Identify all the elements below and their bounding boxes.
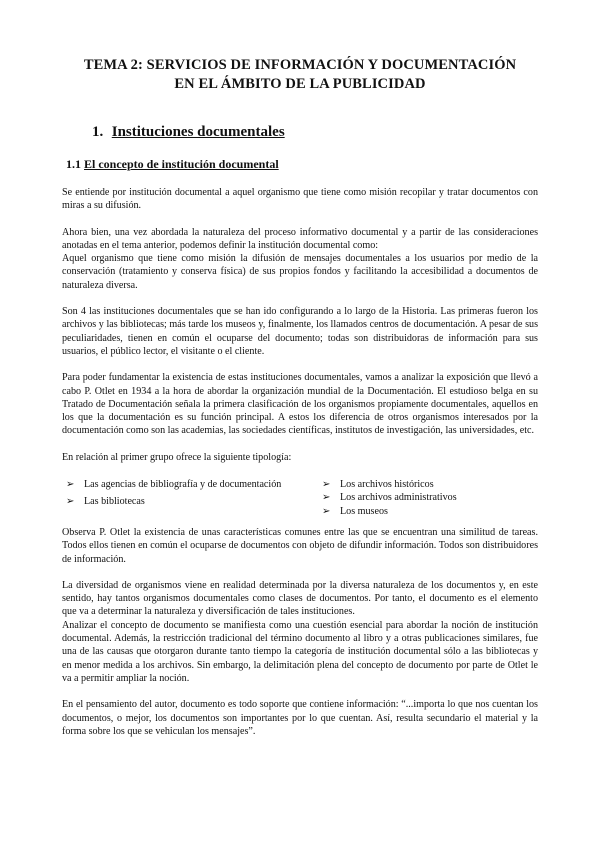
- document-title: [62, 56, 538, 94]
- paragraph-4: Para poder fundamentar la existencia de estas instituciones documentales, vamos a analizar la exposición que llevó a cabo P. Otlet en 1934 a la hora de abordar la organización mundial de la Documentación. El estudioso belga en su Tratado de Documentación señala la primera clasificación de los organismos propiamente documentales, aquellos en los que la documentación es su función principal. A estos los diferencia de otros organismos interesados por la documentación como son las academias, las sociedades científicas, institutos de investigación, las universidades, etc.: [62, 372, 538, 437]
- paragraph-1: Se entiende por institución documental a aquel organismo que tiene como misión recopilar y tratar documentos con miras a su difusión.: [62, 187, 538, 212]
- paragraph-8: En el pensamiento del autor, documento es todo soporte que contiene información: “...importa lo que nos cuentan los documentos, o mejor, los documentos son importantes por lo que cuentan. Así, resulta secundario el material y la forma sobre los que se vehiculan los mensajes”.: [62, 699, 538, 737]
- typology-list: [66, 478, 538, 518]
- paragraph-7a: La diversidad de organismos viene en realidad determinada por la diversa naturaleza de los documentos y, en este sentido, hay tantos organismos documentales como clases de documentos. Por tanto, el documento es el elemento que va a determinar la naturaleza y diversificación de tales instituciones.: [62, 579, 538, 618]
- subsection-heading: [66, 157, 538, 172]
- paragraph-3: Son 4 las instituciones documentales que se han ido configurando a lo largo de la Historia. Las primeras fueron los archivos y las bibliotecas; más tarde los museos y, finalmente, los llamados centros de documentación. A pesar de sus peculiaridades, tienen en común el ocuparse del documento; todas son distribuidoras de información para sus usuarios, el público lector, el visitante o el cliente.: [62, 306, 538, 357]
- list-item: ➢ Los archivos históricos: [322, 479, 434, 491]
- subsection-number: 1.1: [66, 157, 81, 171]
- paragraph-6: Observa P. Otlet la existencia de unas características comunes entre las que se encuentran una similitud de tareas. Todos ellos tienen en común el ocuparse de documentos con objeto de difundir información. Todos son distribuidores de información.: [62, 526, 538, 565]
- typology-list-left: [66, 478, 322, 518]
- paragraph-2a: Ahora bien, una vez abordada la naturaleza del proceso informativo documental y a partir de las consideraciones anotadas en el tema anterior, podemos definir la institución documental como:: [62, 226, 538, 251]
- typology-list-right: [322, 478, 532, 518]
- arrow-bullet-icon: ➢: [66, 496, 75, 508]
- title-line-1: TEMA 2: SERVICIOS DE INFORMACIÓN Y DOCUMENTACIÓN: [83, 57, 517, 73]
- arrow-bullet-icon: ➢: [66, 479, 75, 491]
- list-item: ➢ Los museos: [322, 505, 388, 517]
- title-line-2: EN EL ÁMBITO DE LA PUBLICIDAD: [174, 76, 426, 92]
- subsection-title: El concepto de institución documental: [84, 157, 279, 171]
- paragraph-7b: Analizar el concepto de documento se manifiesta como una cuestión esencial para abordar la noción de institución documental. Además, la restricción tradicional del término documento al libro y a otras publicaciones similares, fue una de las causas que otorgaron durante tanto tiempo la categoría de institución documental sólo a las bibliotecas y en menor medida a los archivos. Sin embargo, la delimitación plena del concepto de documento por parte de Otlet le va a permitir ampliar la noción.: [62, 619, 538, 684]
- paragraph-5: En relación al primer grupo ofrece la siguiente tipología:: [62, 451, 292, 463]
- list-item: ➢ Las agencias de bibliografía y de documentación: [66, 479, 282, 491]
- section-title: Instituciones documentales: [111, 124, 285, 140]
- section-heading: [92, 124, 538, 141]
- paragraph-2b: Aquel organismo que tiene como misión la difusión de mensajes documentales a los usuarios por medio de la conservación (tratamiento y conserva física) de sus propios fondos y facilitando la accesibilidad a documentos de naturaleza diversa.: [62, 253, 538, 291]
- list-item: ➢ Las bibliotecas: [66, 496, 145, 508]
- arrow-bullet-icon: ➢: [322, 492, 331, 504]
- arrow-bullet-icon: ➢: [322, 479, 331, 491]
- list-item: ➢ Los archivos administrativos: [322, 492, 457, 504]
- section-number: 1.: [92, 124, 104, 140]
- arrow-bullet-icon: ➢: [322, 505, 331, 517]
- document-page: [62, 56, 538, 738]
